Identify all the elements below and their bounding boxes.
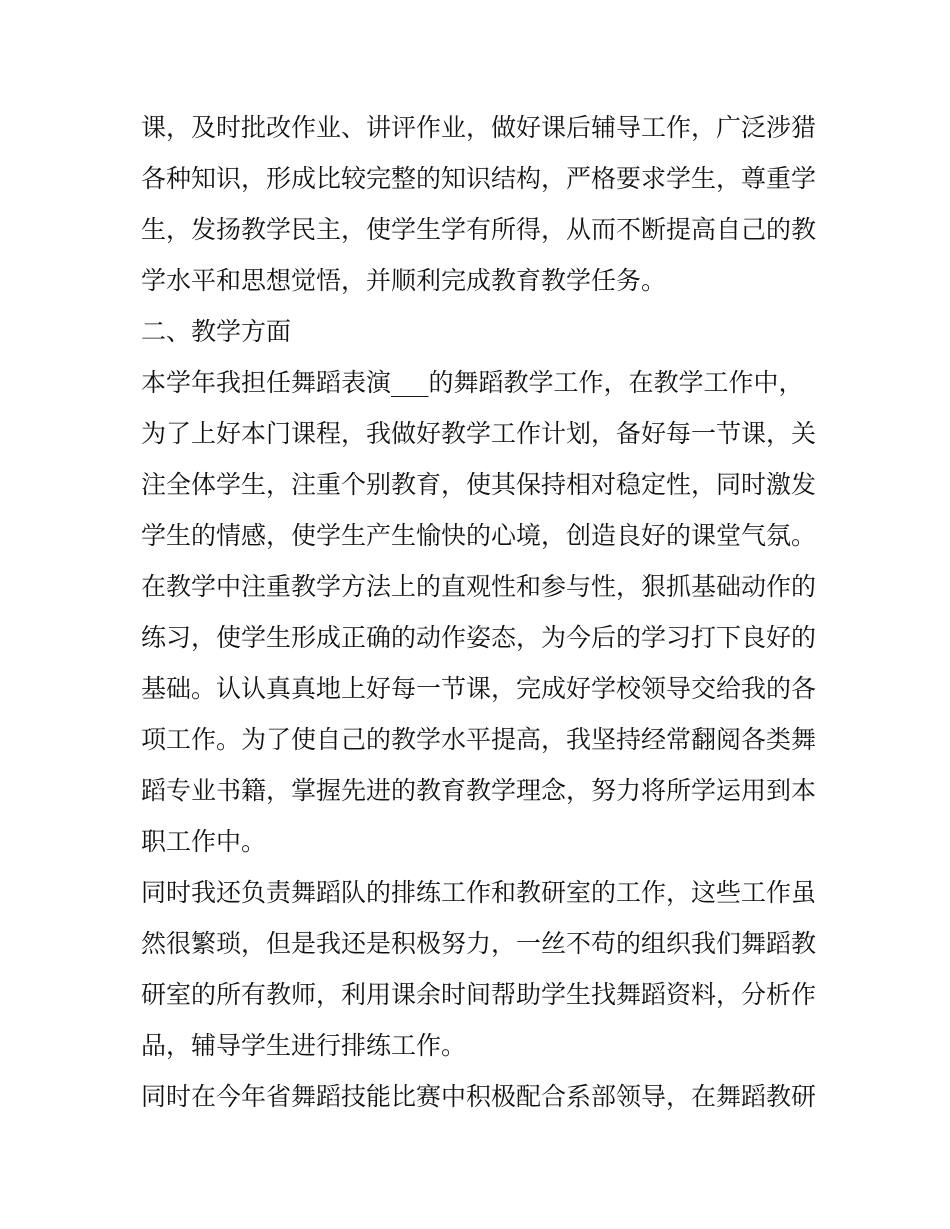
text-line: 蹈专业书籍，掌握先进的教育教学理念，努力将所学运用到本 [141, 776, 817, 805]
text-line: 然很繁琐，但是我还是积极努力，一丝不苟的组织我们舞蹈教 [141, 929, 817, 958]
text-line: 研室的所有教师，利用课余时间帮助学生找舞蹈资料，分析作 [141, 980, 817, 1009]
text-line: 课，及时批改作业、讲评作业，做好课后辅导工作，广泛涉猎 [141, 113, 817, 142]
text-line: 注全体学生，注重个别教育，使其保持相对稳定性，同时激发 [141, 470, 817, 499]
text-line: 在教学中注重教学方法上的直观性和参与性，狠抓基础动作的 [141, 572, 817, 601]
text-line: 同时在今年省舞蹈技能比赛中积极配合系部领导，在舞蹈教研 [141, 1082, 817, 1111]
text-line: 学生的情感，使学生产生愉快的心境，创造良好的课堂气氛。 [141, 521, 817, 550]
text-line: 同时我还负责舞蹈队的排练工作和教研室的工作，这些工作虽 [141, 878, 817, 907]
text-line: 品，辅导学生进行排练工作。 [141, 1031, 467, 1060]
text-line: 基础。认认真真地上好每一节课，完成好学校领导交给我的各 [141, 674, 817, 703]
text-line: 各种知识，形成比较完整的知识结构，严格要求学生，尊重学 [141, 164, 817, 193]
text-line: 练习，使学生形成正确的动作姿态，为今后的学习打下良好的 [141, 623, 817, 652]
text-line: 本学年我担任舞蹈表演___的舞蹈教学工作，在教学工作中， [141, 368, 804, 397]
section-heading: 二、教学方面 [141, 317, 292, 346]
text-line: 学水平和思想觉悟，并顺利完成教育教学任务。 [141, 266, 667, 295]
text-line: 项工作。为了使自己的教学水平提高，我坚持经常翻阅各类舞 [141, 725, 817, 754]
text-line: 生，发扬教学民主，使学生学有所得，从而不断提高自己的教 [141, 215, 817, 244]
text-line: 为了上好本门课程，我做好教学工作计划，备好每一节课，关 [141, 419, 817, 448]
text-line: 职工作中。 [141, 827, 267, 856]
